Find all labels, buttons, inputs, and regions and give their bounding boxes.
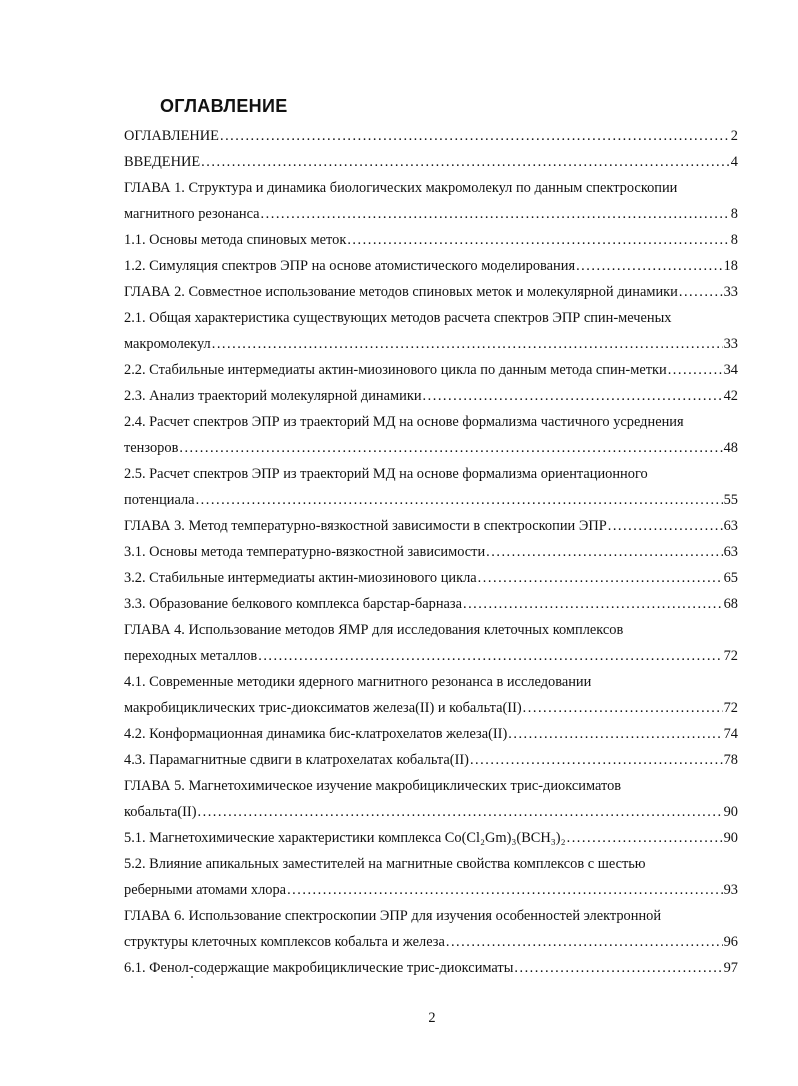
dot-leader — [486, 539, 722, 565]
toc-entry-row — [124, 799, 738, 825]
stray-mark — [191, 976, 193, 978]
toc-page-number: 93 — [723, 882, 738, 898]
toc-entry-row — [124, 357, 738, 383]
dot-leader — [523, 695, 723, 721]
toc-entry[interactable] — [124, 539, 738, 565]
toc-entry-row — [124, 721, 738, 747]
toc-entry[interactable] — [124, 409, 738, 461]
toc-entry-text: магнитного резонанса — [124, 206, 260, 222]
dot-leader — [287, 877, 723, 903]
toc-page-number: 63 — [723, 518, 738, 534]
toc-entry-row — [124, 487, 738, 513]
dot-leader — [261, 201, 730, 227]
toc-entry[interactable] — [124, 565, 738, 591]
toc-page-number: 33 — [723, 284, 738, 300]
dot-leader — [212, 331, 723, 357]
toc-entry-row — [124, 149, 738, 175]
toc-entry-row — [124, 747, 738, 773]
toc-entry-text: 6.1. Фенол-содержащие макробициклические трис-диоксиматы — [124, 960, 514, 976]
toc-page-number: 72 — [723, 700, 738, 716]
dot-leader — [608, 513, 723, 539]
toc-entry[interactable] — [124, 227, 738, 253]
dot-leader — [576, 253, 723, 279]
toc-entry-text: 4.1. Современные методики ядерного магнитного резонанса в исследовании — [124, 674, 592, 690]
toc-entry-text: 2.3. Анализ траекторий молекулярной динамики — [124, 388, 422, 404]
dot-leader — [198, 799, 723, 825]
toc-entry-text: 4.2. Конформационная динамика бис-клатрохелатов железа(II) — [124, 726, 508, 742]
table-of-contents — [124, 123, 738, 981]
toc-entry-row — [124, 331, 738, 357]
toc-page-number: 34 — [723, 362, 738, 378]
toc-entry-text: кобальта(II) — [124, 804, 197, 820]
dot-leader — [347, 227, 729, 253]
toc-entry[interactable] — [124, 721, 738, 747]
toc-entry-text: 2.2. Стабильные интермедиаты актин-миозинового цикла по данным метода спин-метки — [124, 362, 667, 378]
toc-page-number: 42 — [723, 388, 738, 404]
dot-leader — [470, 747, 723, 773]
toc-entry-text: 2.1. Общая характеристика существующих методов расчета спектров ЭПР спин-меченых — [124, 310, 672, 326]
toc-entry-text: ГЛАВА 4. Использование методов ЯМР для исследования клеточных комплексов — [124, 622, 624, 638]
toc-entry[interactable] — [124, 305, 738, 357]
toc-page-number: 8 — [730, 232, 738, 248]
toc-entry-row — [124, 591, 738, 617]
dot-leader — [679, 279, 723, 305]
toc-page-number: 74 — [723, 726, 738, 742]
toc-entry-text: макробициклических трис-диоксиматов железа(II) и кобальта(II) — [124, 700, 522, 716]
toc-entry-text: 4.3. Парамагнитные сдвиги в клатрохелатах кобальта(II) — [124, 752, 469, 768]
toc-page-number: 90 — [723, 804, 738, 820]
toc-entry[interactable] — [124, 825, 738, 851]
toc-entry[interactable] — [124, 461, 738, 513]
page-title: ОГЛАВЛЕНИЕ — [160, 96, 288, 116]
page-number: 2 — [428, 1010, 436, 1026]
toc-page-number: 68 — [723, 596, 738, 612]
toc-page-number: 72 — [723, 648, 738, 664]
dot-leader — [196, 487, 723, 513]
toc-page-number: 2 — [730, 128, 738, 144]
toc-entry[interactable] — [124, 747, 738, 773]
dot-leader — [567, 825, 723, 851]
toc-entry-text: 5.1. Магнетохимические характеристики комплекса Co(Cl₂Gm)₃(BCH₃)₂ — [124, 830, 566, 846]
toc-entry[interactable] — [124, 773, 738, 825]
toc-entry[interactable] — [124, 591, 738, 617]
toc-entry-text: ГЛАВА 3. Метод температурно-вязкостной зависимости в спектроскопии ЭПР — [124, 518, 607, 534]
toc-entry-text: 3.2. Стабильные интермедиаты актин-миозинового цикла — [124, 570, 477, 586]
toc-entry-text: реберными атомами хлора — [124, 882, 287, 898]
toc-entry-text: переходных металлов — [124, 648, 258, 664]
toc-entry-text: ГЛАВА 6. Использование спектроскопии ЭПР для изучения особенностей электронной — [124, 908, 662, 924]
toc-entry-text: макромолекул — [124, 336, 211, 352]
toc-entry[interactable] — [124, 383, 738, 409]
toc-entry-text: ГЛАВА 5. Магнетохимическое изучение макробициклических трис-диоксиматов — [124, 778, 622, 794]
toc-entry[interactable] — [124, 279, 738, 305]
toc-entry-text: 2.5. Расчет спектров ЭПР из траекторий МД на основе формализма ориентационного — [124, 466, 648, 482]
toc-entry[interactable] — [124, 669, 738, 721]
toc-entry-text: 2.4. Расчет спектров ЭПР из траекторий МД на основе формализма частичного усреднения — [124, 414, 684, 430]
toc-entry-text: 1.2. Симуляция спектров ЭПР на основе атомистического моделирования — [124, 258, 576, 274]
toc-entry-text: ОГЛАВЛЕНИЕ — [124, 128, 219, 144]
dot-leader — [514, 955, 722, 981]
dot-leader — [478, 565, 723, 591]
toc-entry-row — [124, 227, 738, 253]
toc-page-number: 4 — [730, 154, 738, 170]
toc-entry-row — [124, 955, 738, 981]
toc-entry-row — [124, 279, 738, 305]
dot-leader — [508, 721, 722, 747]
dot-leader — [220, 123, 730, 149]
dot-leader — [258, 643, 722, 669]
toc-entry-row — [124, 201, 738, 227]
toc-entry[interactable] — [124, 955, 738, 981]
toc-entry-text: тензоров — [124, 440, 179, 456]
dot-leader — [179, 435, 722, 461]
toc-entry-row — [124, 435, 738, 461]
dot-leader — [463, 591, 723, 617]
toc-entry-row — [124, 383, 738, 409]
toc-entry[interactable] — [124, 851, 738, 903]
toc-entry-text: потенциала — [124, 492, 195, 508]
toc-entry-text: 3.1. Основы метода температурно-вязкостной зависимости — [124, 544, 486, 560]
toc-page-number: 18 — [723, 258, 738, 274]
toc-entry-row — [124, 877, 738, 903]
toc-entry-text: структуры клеточных комплексов кобальта и железа — [124, 934, 445, 950]
toc-entry-text: ГЛАВА 1. Структура и динамика биологических макромолекул по данным спектроскопии — [124, 180, 678, 196]
dot-leader — [668, 357, 723, 383]
toc-entry-row — [124, 929, 738, 955]
toc-page-number: 65 — [723, 570, 738, 586]
toc-entry-row — [124, 825, 738, 851]
toc-page-number: 78 — [723, 752, 738, 768]
dot-leader — [423, 383, 723, 409]
toc-page-number: 48 — [723, 440, 738, 456]
toc-entry-row — [124, 643, 738, 669]
toc-entry-row — [124, 565, 738, 591]
toc-entry-text: ВВЕДЕНИЕ — [124, 154, 201, 170]
toc-entry-row — [124, 253, 738, 279]
toc-entry-text: 1.1. Основы метода спиновых меток — [124, 232, 347, 248]
toc-entry-text: ГЛАВА 2. Совместное использование методов спиновых меток и молекулярной динамики — [124, 284, 678, 300]
dot-leader — [446, 929, 723, 955]
toc-page-number: 97 — [723, 960, 738, 976]
toc-entry-row — [124, 539, 738, 565]
toc-page-number: 63 — [723, 544, 738, 560]
toc-entry-row — [124, 695, 738, 721]
toc-entry[interactable] — [124, 123, 738, 149]
toc-entry-row — [124, 513, 738, 539]
toc-entry-row — [124, 123, 738, 149]
toc-entry[interactable] — [124, 903, 738, 955]
dot-leader — [201, 149, 730, 175]
toc-entry[interactable] — [124, 253, 738, 279]
toc-page-number: 55 — [723, 492, 738, 508]
toc-entry[interactable] — [124, 357, 738, 383]
toc-page-number: 90 — [723, 830, 738, 846]
toc-page-number: 33 — [723, 336, 738, 352]
toc-page-number: 8 — [730, 206, 738, 222]
toc-entry[interactable] — [124, 149, 738, 175]
toc-page-number: 96 — [723, 934, 738, 950]
toc-entry[interactable] — [124, 617, 738, 669]
toc-entry[interactable] — [124, 513, 738, 539]
toc-entry-text: 5.2. Влияние апикальных заместителей на магнитные свойства комплексов с шестью — [124, 856, 646, 872]
toc-entry-text: 3.3. Образование белкового комплекса барстар-барназа — [124, 596, 462, 612]
toc-entry[interactable] — [124, 175, 738, 227]
